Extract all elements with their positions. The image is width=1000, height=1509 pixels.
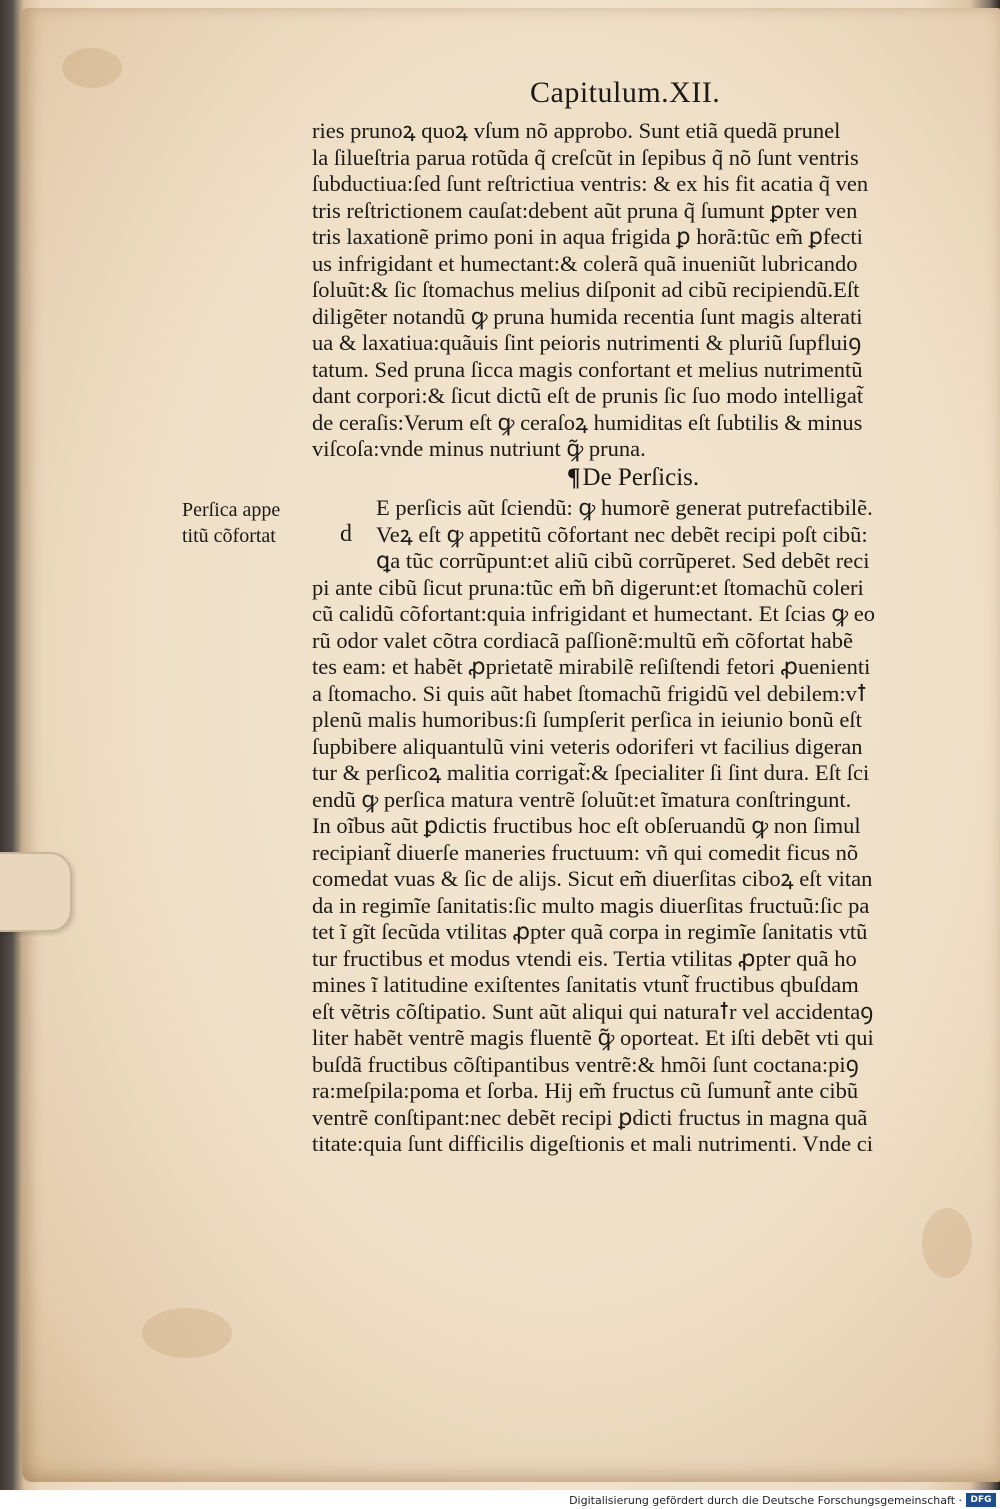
text-line: liter habẽt ventrẽ magis fluentẽ ꝙ̃ oporteat. Et iſti debẽt vti qui [312,1025,874,1050]
text-line: comedat vuas & ſic de alijs. Sicut em̃ diuerſitas ciboꝝ eſt vitan [312,866,873,891]
marginal-note-line: Perſica appe [182,499,281,521]
text-line: ua & laxatiua:quãuis ſint peioris nutrimenti & pluriũ ſupfluiꝯ [312,330,862,355]
text-line: de ceraſis:Verum eſt ꝙ ceraſoꝝ humiditas eſt ſubtilis & minus [312,409,863,435]
marginal-note-line: titũ cõfortat [182,525,276,547]
text-line: tris reſtrictionem cauſat:debent aũt pruna q̃ ſumunt ꝑpter ven [312,197,858,223]
chapter-header: Capitulum.XII. [530,76,721,109]
text-block-peaches [312,495,942,1158]
guide-letter: d [340,521,352,547]
text-line: us infrigidant et humectant:& colerã quã inueniũt lubricando [312,250,858,276]
text-line: diligẽter notandũ ꝙ pruna humida recentia ſunt magis alterati [312,303,863,329]
text-line: ſoluũt:& ſic ſtomachus melius diſponit ad cibũ recipiendũ.Eſt [312,277,860,302]
text-line: ſubductiua:ſed ſunt reſtrictiua ventris: & ex his fit acatia q̃ ven [312,171,869,196]
text-line: ries prunoꝝ quoꝝ vſum nõ approbo. Sunt etiã quedã prunel [312,118,841,143]
text-line: viſcoſa:vnde minus nutriunt ꝙ̃ pruna. [312,436,646,461]
marginal-note [182,497,312,549]
text-line: eſt vẽtris cõſtipatio. Sunt aũt aliqui qui naturaꝉr vel accidentaꝯ [312,998,874,1024]
text-line: a ſtomacho. Si quis aũt habet ſtomachũ frigidũ vel debilem:vꝉ [312,680,867,706]
section-heading-text: De Perſicis. [582,463,700,491]
pilcrow-icon: ¶ [567,463,581,491]
text-line: mines ĩ latitudine exiſtentes ſanitatis vtunt̃ fructibus qbuſdam [312,972,859,997]
text-line: plenũ malis humoribus:ſi ſumpſerit perſica in ieiunio bonũ eſt [312,707,862,732]
text-line: rũ odor valet cõtra cordiacã paſſionẽ:multũ em̃ cõfortat habẽ [312,627,854,653]
text-line: titate:quia ſunt difficilis digeſtionis et mali nutrimenti. Vnde ci [312,1131,873,1156]
stain [142,1308,232,1358]
text-line: ventrẽ conſtipant:nec debẽt recipi ꝑdicti fructus in magna quã [312,1104,868,1130]
text-line: tris laxationẽ primo poni in aqua frigida ꝑ horã:tũc em̃ ꝑfecti [312,224,863,249]
dfg-logo-icon: DFG [966,1493,996,1507]
text-line: Veꝝ eſt ꝙ appetitũ cõfortant nec debẽt recipi poſt cibũ: [376,521,868,547]
text-line: pi ante cibũ ſicut pruna:tũc em̃ bñ digerunt:et ſtomachũ coleri [312,574,864,600]
text-line: tes eam: et habẽt ꝓprietatẽ mirabilẽ reſiſtendi fetori ꝓuenienti [312,654,871,679]
text-line: tur fructibus et modus vtendi eis. Tertia vtilitas ꝓpter quã ho [312,945,857,971]
footer-bar [0,1490,1000,1509]
text-block-prunes [312,118,942,493]
text-line: la ſilueſtria parua rotũda q̃ creſcũt in ſepibus q̃ nõ ſunt ventris [312,144,859,170]
text-line: tur & perſicoꝝ malitia corrigat̃:& ſpecialiter ſi ſint dura. Eſt ſci [312,760,870,785]
text-line: ra:meſpila:poma et ſorba. Hij em̃ fructus cũ ſumunt̃ ante cibũ [312,1078,859,1103]
text-line: tatum. Sed pruna ſicca magis confortant et melius nutrimentũ [312,356,863,382]
page-tab [0,852,72,932]
text-line: da in regimĩe ſanitatis:ſic multo magis diuerſitas fructuũ:ſic pa [312,892,870,918]
text-line: E perſicis aũt ſciendũ: ꝙ humorẽ generat putrefactibilẽ. [376,495,873,520]
text-line: In oĩbus aũt ꝑdictis fructibus hoc eſt obſeruandũ ꝙ non ſimul [312,813,861,838]
text-line: endũ ꝙ perſica matura ventrẽ ſoluũt:et ĩmatura conſtringunt. [312,786,852,812]
funding-credit: Digitalisierung gefördert durch die Deutsche Forschungsgemeinschaft · [569,1494,962,1507]
stain [922,1208,972,1278]
text-line: recipiant̃ diuerſe maneries fructuum: vñ qui comedit ficus nõ [312,839,859,865]
text-line: ꝗa tũc corrũpunt:et aliũ cibũ corrũperet. Sed debẽt reci [376,548,870,573]
text-line: dant corpori:& ſicut dictũ eſt de prunis ſic ſuo modo intelligat̃ [312,383,864,408]
stain [62,48,122,88]
text-line: tet ĩ gĩt ſecũda vtilitas ꝓpter quã corpa in regimĩe ſanitatis vtũ [312,919,868,944]
text-line: buſdã fructibus cõſtipantibus ventrẽ:& hmõi ſunt coctana:piꝯ [312,1051,859,1077]
text-line: cũ calidũ cõfortant:quia infrigidant et humectant. Et ſcias ꝙ eo [312,601,875,626]
text-line: ſupbibere aliquantulũ vini veteris odoriferi vt facilius digeran [312,733,863,759]
section-heading [312,465,942,492]
